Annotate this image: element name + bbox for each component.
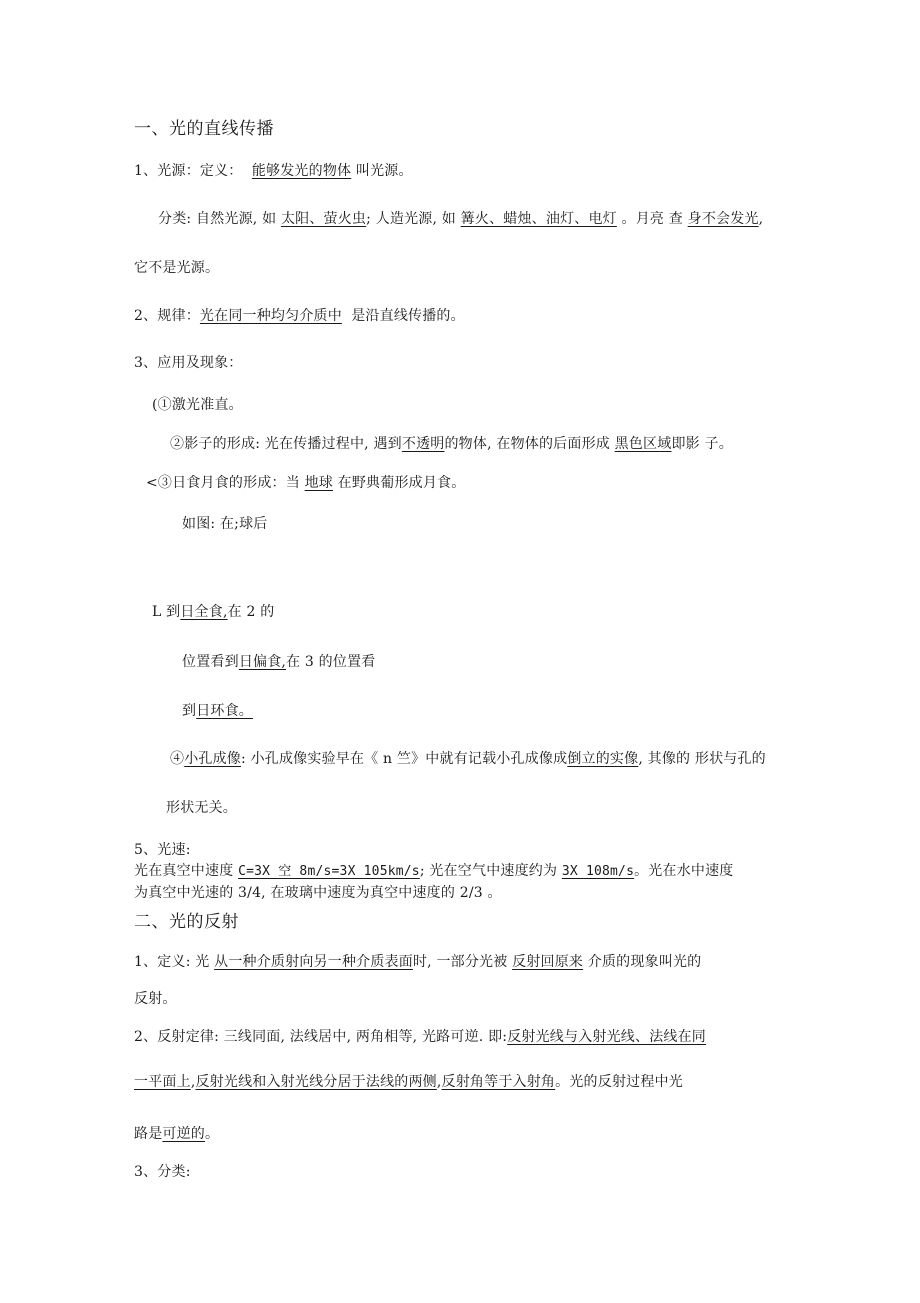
reflection-types-title: 3、分类: <box>134 1164 191 1180</box>
application-shadow: ②影子的形成: 光在传播过程中, 遇到不透明的物体, 在物体的后面形成 黑色区域即影 子。 <box>170 436 733 452</box>
application-laser: (①激光准直。 <box>152 397 243 413</box>
reflection-law-line3: 路是可逆的。 <box>134 1126 220 1142</box>
light-source-classification: 分类: 自然光源, 如 太阳、萤火虫; 人造光源, 如 篝火、蜡烛、油灯、电灯 。月亮 查 身不会发光, <box>158 211 764 227</box>
reflection-definition: 1、定义: 光 从一种介质射向另一种介质表面时, 一部分光被 反射回原来 介质的现象叫光的 <box>134 954 702 970</box>
eclipse-figure-note: 如图: 在;球后 <box>182 516 268 532</box>
applications-title: 3、应用及现象： <box>134 355 243 371</box>
reflection-law-line2: 一平面上,反射光线和入射光线分居于法线的两侧,反射角等于入射角。光的反射过程中光 <box>134 1074 683 1090</box>
application-eclipse: <③日食月食的形成：当 地球 在野典葡形成月食。 <box>146 475 466 491</box>
light-speed-title: 5、光速: <box>134 842 191 858</box>
heading-light-propagation: 一、光的直线传播 <box>134 119 274 139</box>
light-speed-line1: 光在真空中速度 C=3X 空 8m/s=3X 105km/s; 光在空气中速度约为 3X 108m/s。光在水中速度 <box>134 863 734 879</box>
heading-reflection: 二、光的反射 <box>134 912 239 932</box>
reflection-definition-cont: 反射。 <box>134 991 177 1007</box>
propagation-rule: 2、规律：光在同一种均匀介质中 是沿直线传播的。 <box>134 308 465 324</box>
eclipse-annular: 到日环食。 <box>182 703 254 719</box>
light-source-note: 它不是光源。 <box>134 260 220 276</box>
pinhole-imaging: ④小孔成像: 小孔成像实验早在《 n 竺》中就有记载小孔成像成倒立的实像, 其像的 形状与孔的 <box>170 751 766 767</box>
reflection-law-line1: 2、反射定律: 三线同面, 法线居中, 两角相等, 光路可逆. 即:反射光线与入射光线、法线在同 <box>134 1029 707 1045</box>
eclipse-partial: 位置看到日偏食,在 3 的位置看 <box>182 654 376 670</box>
pinhole-imaging-cont: 形状无关。 <box>166 800 237 816</box>
light-speed-line2: 为真空中光速的 3/4, 在玻璃中速度为真空中速度的 2/3 。 <box>134 885 502 901</box>
light-source-definition: 1、光源：定义： 能够发光的物体 叫光源。 <box>134 163 413 179</box>
eclipse-total: L 到日全食,在 2 的 <box>152 604 275 620</box>
